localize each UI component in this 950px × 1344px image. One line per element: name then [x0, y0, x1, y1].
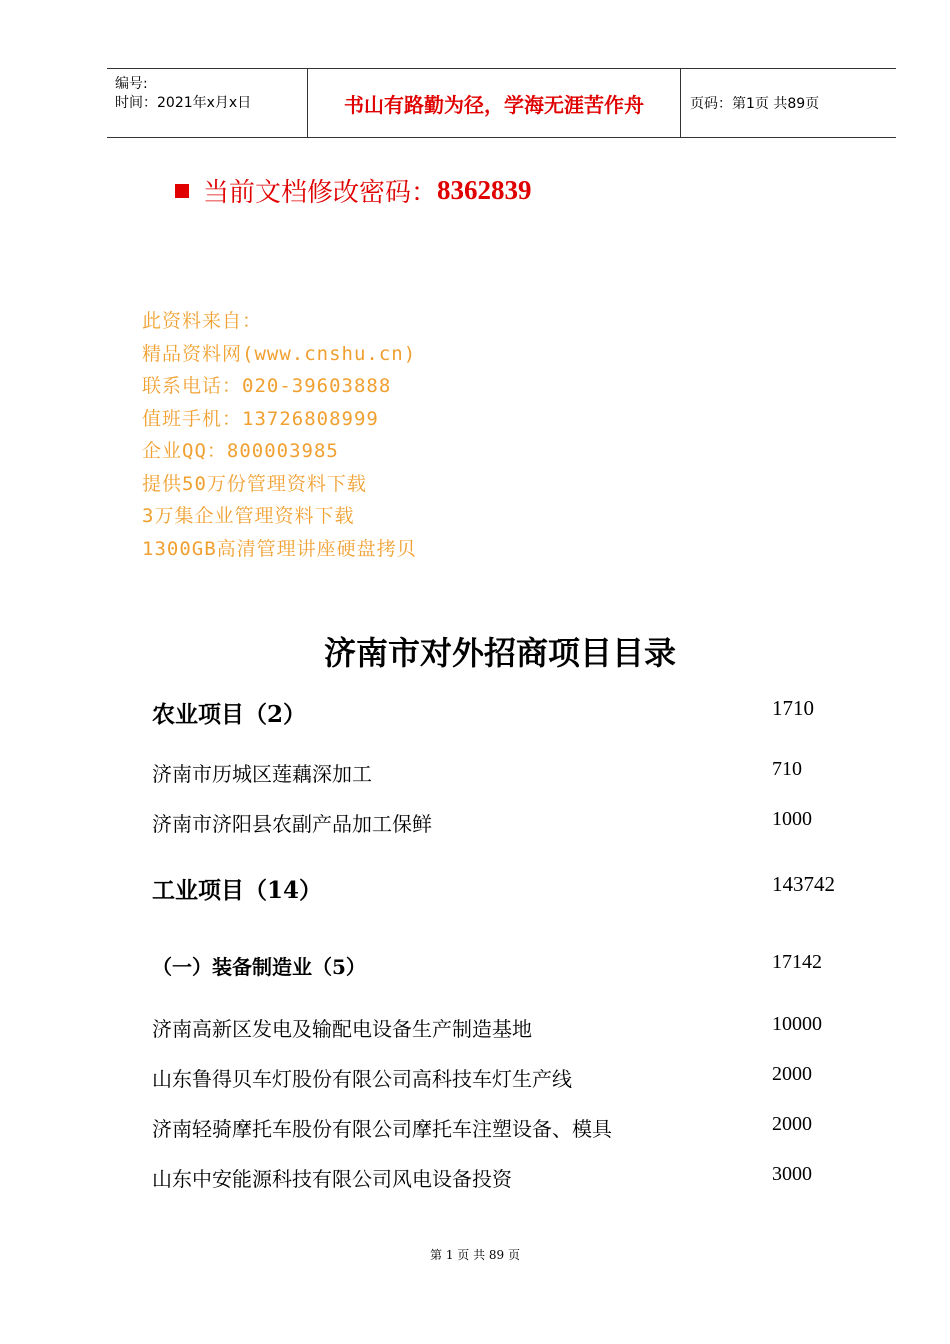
source-line: 企业QQ：800003985 — [142, 440, 339, 462]
row-label: 山东中安能源科技有限公司风电设备投资 — [152, 1167, 512, 1191]
row-value: 17142 — [772, 951, 822, 973]
row-label: 济南市济阳县农副产品加工保鲜 — [152, 812, 432, 836]
row-label: 济南市历城区莲藕深加工 — [152, 762, 372, 786]
catalog-row — [152, 808, 852, 838]
row-value: 2000 — [772, 1113, 812, 1135]
row-value: 3000 — [772, 1163, 812, 1185]
page-header — [107, 68, 896, 138]
doc-time-label: 时间：2021年x月x日 — [115, 95, 252, 111]
row-value: 143742 — [772, 872, 835, 896]
doc-number-label: 编号: — [115, 76, 148, 92]
catalog-row — [152, 758, 852, 788]
catalog-row — [152, 1063, 852, 1093]
row-label: （一）装备制造业（5） — [152, 955, 366, 979]
source-line: 此资料来自： — [142, 310, 263, 332]
header-page-info: 页码：第1页 共89页 — [690, 96, 820, 112]
source-line: 1300GB高清管理讲座硬盘拷贝 — [142, 537, 417, 560]
source-line: 精品资料网(www.cnshu.cn) — [142, 342, 417, 365]
row-value: 10000 — [772, 1013, 822, 1035]
row-label: 农业项目（2） — [152, 701, 307, 728]
source-info — [142, 305, 417, 565]
catalog-row — [152, 1163, 852, 1193]
row-label: 工业项目（14） — [152, 877, 323, 904]
square-bullet-icon — [175, 184, 189, 198]
catalog-row — [152, 1013, 852, 1043]
password-label: 当前文档修改密码： — [203, 178, 438, 208]
row-label: 济南轻骑摩托车股份有限公司摩托车注塑设备、模具 — [152, 1117, 612, 1141]
catalog-row — [152, 696, 852, 726]
source-line: 联系电话：020-39603888 — [142, 375, 392, 397]
source-line: 提供50万份管理资料下载 — [142, 472, 367, 495]
row-value: 1000 — [772, 808, 812, 830]
source-line: 值班手机：13726808999 — [142, 407, 379, 430]
catalog-row — [152, 872, 852, 902]
password-code: 8362839 — [437, 175, 532, 205]
header-meta — [107, 69, 308, 137]
catalog-row — [152, 951, 852, 981]
password-line — [175, 172, 532, 209]
catalog-row — [152, 1113, 852, 1143]
source-line: 3万集企业管理资料下载 — [142, 505, 355, 527]
row-value: 710 — [772, 758, 802, 780]
header-motto: 书山有路勤为径，学海无涯苦作舟 — [308, 69, 681, 137]
row-value: 1710 — [772, 696, 814, 720]
document-title: 济南市对外招商项目目录 — [323, 634, 676, 672]
page-footer: 第 1 页 共 89 页 — [430, 1248, 520, 1262]
row-value: 2000 — [772, 1063, 812, 1085]
row-label: 山东鲁得贝车灯股份有限公司高科技车灯生产线 — [152, 1067, 572, 1091]
row-label: 济南高新区发电及输配电设备生产制造基地 — [152, 1017, 532, 1041]
